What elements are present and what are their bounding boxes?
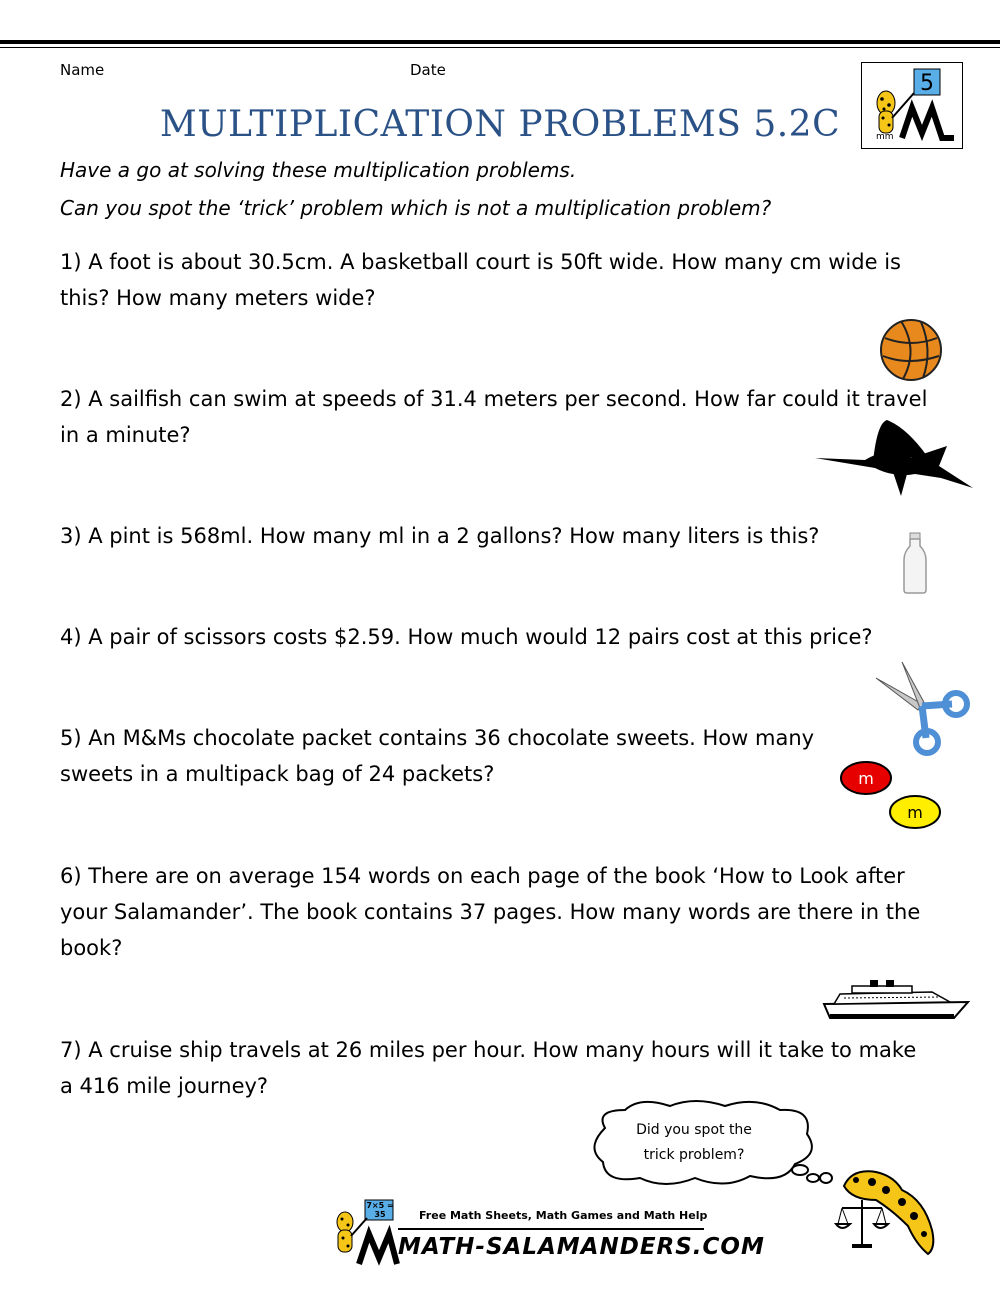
footer-tagline: Free Math Sheets, Math Games and Math Help: [419, 1209, 708, 1222]
intro-line-1: Have a go at solving these multiplication problems.: [60, 158, 577, 182]
footer-logo-numbers: 7×5 = 35: [366, 1201, 394, 1219]
header-rule-thin: [0, 47, 1000, 48]
yellow-candy-label: m: [907, 803, 923, 822]
header-rule-thick: [0, 40, 1000, 44]
footer-rule: [398, 1228, 704, 1230]
bubble-line-2: trick problem?: [643, 1147, 745, 1163]
red-candy-label: m: [858, 769, 874, 788]
question-1: 1) A foot is about 30.5cm. A basketball court is 50ft wide. How many cm wide is this? How many meters wide?: [60, 250, 901, 310]
yellow-candy-icon: [888, 794, 942, 830]
basketball-icon: [879, 318, 943, 382]
question-7: 7) A cruise ship travels at 26 miles per hour. How many hours will it take to make a 416 mile journey?: [60, 1038, 917, 1098]
intro-line-2: Can you spot the ‘trick’ problem which is not a multiplication problem?: [60, 196, 772, 220]
name-label: Name: [60, 61, 105, 79]
salamander-scales-icon: [832, 1160, 942, 1260]
date-label: Date: [410, 61, 446, 79]
scissors-icon: [872, 660, 972, 760]
milk-bottle-icon: [902, 532, 928, 594]
question-4: 4) A pair of scissors costs $2.59. How much would 12 pairs cost at this price?: [60, 625, 873, 649]
grade-number: 5: [920, 71, 934, 96]
page-title: MULTIPLICATION PROBLEMS 5.2C: [159, 104, 841, 145]
svg-text:mm: mm: [876, 132, 894, 142]
question-6: 6) There are on average 154 words on each page of the book ‘How to Look after your Salamander’. The book contains 37 pages. How many words are there in the book?: [60, 864, 921, 960]
question-3: 3) A pint is 568ml. How many ml in a 2 gallons? How many liters is this?: [60, 524, 820, 548]
sailfish-icon: [815, 418, 975, 508]
bubble-text: [614, 1118, 774, 1168]
question-5: 5) An M&Ms chocolate packet contains 36 chocolate sweets. How many sweets in a multipack bag of 24 packets?: [60, 726, 815, 786]
bubble-line-1: Did you spot the: [636, 1122, 752, 1138]
question-2: 2) A sailfish can swim at speeds of 31.4 meters per second. How far could it travel in a minute?: [60, 387, 928, 447]
footer-site[interactable]: MATH-SALAMANDERS.COM: [398, 1234, 765, 1260]
red-candy-icon: [839, 760, 893, 796]
cruise-ship-icon: [822, 972, 972, 1022]
